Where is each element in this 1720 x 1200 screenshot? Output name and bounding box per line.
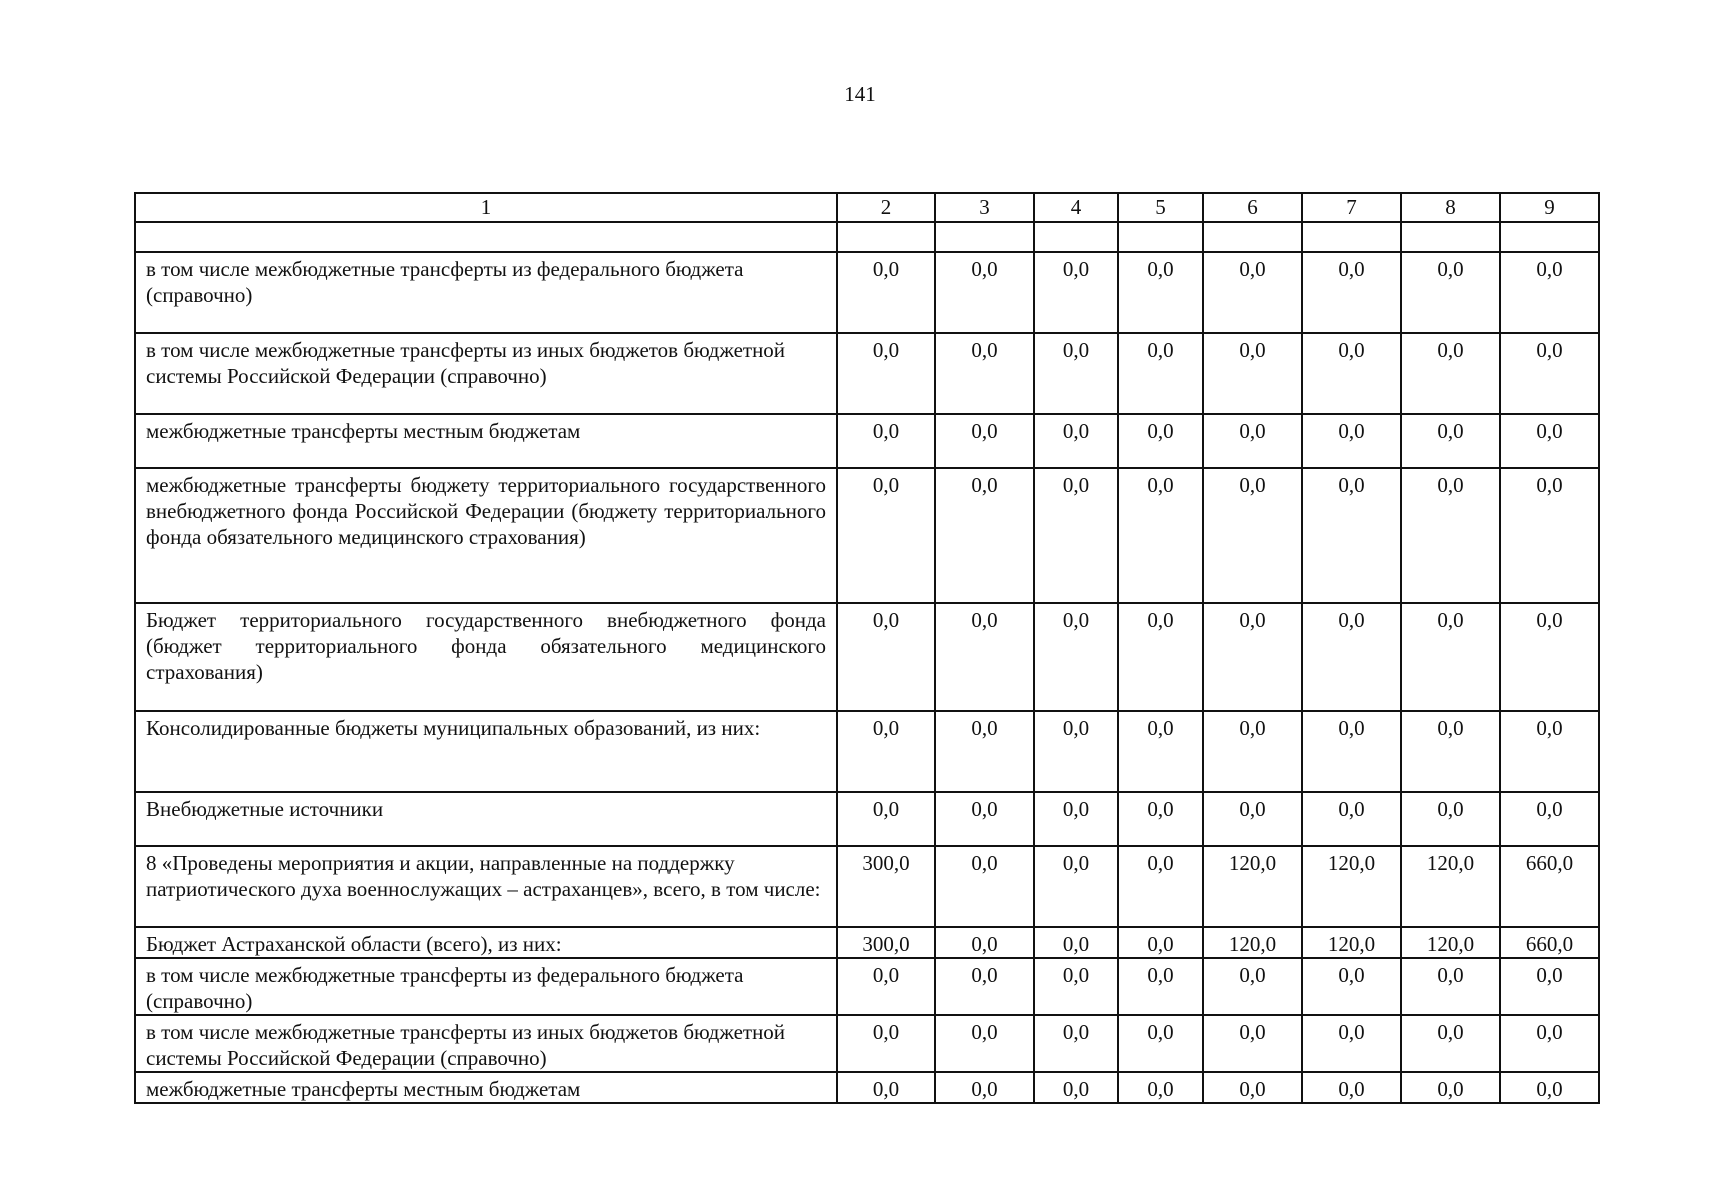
table-row [135, 958, 1599, 1015]
cell-value: 0,0 [1203, 1015, 1302, 1072]
column-header: 9 [1500, 193, 1599, 222]
table-row [135, 1015, 1599, 1072]
cell-value: 0,0 [1401, 468, 1500, 603]
cell-value [1118, 222, 1203, 252]
row-label: в том числе межбюджетные трансферты из федерального бюджета (справочно) [135, 958, 837, 1015]
cell-value: 120,0 [1203, 927, 1302, 958]
cell-value: 0,0 [837, 1072, 935, 1103]
column-header: 2 [837, 193, 935, 222]
table-row [135, 222, 1599, 252]
cell-value: 0,0 [1500, 711, 1599, 792]
page-number: 141 [844, 82, 876, 106]
cell-value: 0,0 [837, 603, 935, 711]
cell-value: 0,0 [1302, 468, 1401, 603]
cell-value: 300,0 [837, 846, 935, 927]
cell-value: 0,0 [1500, 1072, 1599, 1103]
cell-value: 0,0 [935, 252, 1034, 333]
column-header: 1 [135, 193, 837, 222]
cell-value: 0,0 [1034, 333, 1118, 414]
row-label: межбюджетные трансферты местным бюджетам [135, 414, 837, 468]
cell-value: 0,0 [1401, 252, 1500, 333]
cell-value: 0,0 [1118, 252, 1203, 333]
cell-value: 0,0 [837, 252, 935, 333]
cell-value: 120,0 [1302, 846, 1401, 927]
cell-value: 0,0 [1500, 468, 1599, 603]
cell-value: 120,0 [1302, 927, 1401, 958]
cell-value: 0,0 [1401, 333, 1500, 414]
cell-value: 0,0 [1118, 1015, 1203, 1072]
cell-value: 0,0 [1500, 603, 1599, 711]
cell-value: 0,0 [1034, 846, 1118, 927]
table-row [135, 846, 1599, 927]
row-label: Консолидированные бюджеты муниципальных образований, из них: [135, 711, 837, 792]
cell-value: 0,0 [935, 792, 1034, 846]
cell-value: 0,0 [1500, 1015, 1599, 1072]
header-row [135, 193, 1599, 222]
row-label: межбюджетные трансферты местным бюджетам [135, 1072, 837, 1103]
row-label: Бюджет Астраханской области (всего), из них: [135, 927, 837, 958]
column-header: 3 [935, 193, 1034, 222]
cell-value [837, 222, 935, 252]
row-label: Внебюджетные источники [135, 792, 837, 846]
row-label: в том числе межбюджетные трансферты из федерального бюджета (справочно) [135, 252, 837, 333]
cell-value: 0,0 [837, 414, 935, 468]
cell-value: 0,0 [1500, 414, 1599, 468]
cell-value: 0,0 [837, 1015, 935, 1072]
row-label: в том числе межбюджетные трансферты из иных бюджетов бюджетной системы Российской Федерации (справочно) [135, 1015, 837, 1072]
cell-value: 0,0 [1203, 333, 1302, 414]
row-label: 8 «Проведены мероприятия и акции, направленные на поддержку патриотического духа военнослужащих – астраханцев», всего, в том числе: [135, 846, 837, 927]
cell-value: 120,0 [1401, 846, 1500, 927]
cell-value: 0,0 [1034, 792, 1118, 846]
cell-value: 0,0 [1118, 468, 1203, 603]
cell-value: 0,0 [1302, 1015, 1401, 1072]
cell-value: 0,0 [1034, 927, 1118, 958]
table-row [135, 603, 1599, 711]
cell-value: 0,0 [1034, 414, 1118, 468]
cell-value: 0,0 [1118, 414, 1203, 468]
cell-value: 660,0 [1500, 846, 1599, 927]
table-row [135, 333, 1599, 414]
cell-value: 0,0 [1302, 603, 1401, 711]
cell-value: 0,0 [1500, 333, 1599, 414]
cell-value: 0,0 [1203, 1072, 1302, 1103]
table-row [135, 468, 1599, 603]
cell-value: 0,0 [1401, 958, 1500, 1015]
cell-value [1500, 222, 1599, 252]
cell-value: 0,0 [1401, 414, 1500, 468]
cell-value: 0,0 [1118, 603, 1203, 711]
row-label [135, 222, 837, 252]
cell-value: 0,0 [837, 958, 935, 1015]
column-header: 4 [1034, 193, 1118, 222]
cell-value: 0,0 [1401, 1015, 1500, 1072]
column-header: 7 [1302, 193, 1401, 222]
cell-value [1302, 222, 1401, 252]
cell-value: 0,0 [935, 958, 1034, 1015]
cell-value [1203, 222, 1302, 252]
cell-value: 0,0 [1203, 468, 1302, 603]
cell-value: 0,0 [1034, 711, 1118, 792]
column-header: 8 [1401, 193, 1500, 222]
cell-value: 0,0 [1401, 1072, 1500, 1103]
cell-value: 0,0 [1203, 711, 1302, 792]
cell-value: 0,0 [837, 711, 935, 792]
cell-value [935, 222, 1034, 252]
cell-value: 0,0 [1500, 792, 1599, 846]
cell-value: 0,0 [935, 333, 1034, 414]
row-label: в том числе межбюджетные трансферты из иных бюджетов бюджетной системы Российской Федерации (справочно) [135, 333, 837, 414]
cell-value: 300,0 [837, 927, 935, 958]
cell-value: 120,0 [1203, 846, 1302, 927]
budget-table [134, 192, 1600, 1104]
cell-value: 0,0 [1302, 792, 1401, 846]
cell-value: 0,0 [1203, 603, 1302, 711]
cell-value: 0,0 [837, 792, 935, 846]
table-row [135, 792, 1599, 846]
cell-value: 0,0 [1203, 792, 1302, 846]
column-header: 5 [1118, 193, 1203, 222]
cell-value: 0,0 [1500, 958, 1599, 1015]
cell-value: 0,0 [1034, 603, 1118, 711]
cell-value: 0,0 [1203, 414, 1302, 468]
row-label: Бюджет территориального государственного внебюджетного фонда (бюджет территориального фонда обязательного медицинского страхования) [135, 603, 837, 711]
cell-value: 0,0 [1500, 252, 1599, 333]
cell-value: 0,0 [1302, 252, 1401, 333]
cell-value: 0,0 [1034, 1015, 1118, 1072]
cell-value: 0,0 [1302, 711, 1401, 792]
table-row [135, 414, 1599, 468]
cell-value: 0,0 [935, 927, 1034, 958]
cell-value: 0,0 [1118, 846, 1203, 927]
cell-value: 0,0 [1302, 333, 1401, 414]
cell-value: 0,0 [935, 1072, 1034, 1103]
cell-value: 0,0 [1118, 927, 1203, 958]
cell-value: 0,0 [935, 468, 1034, 603]
cell-value: 0,0 [1302, 414, 1401, 468]
cell-value: 0,0 [1401, 792, 1500, 846]
cell-value: 0,0 [837, 333, 935, 414]
cell-value: 0,0 [1203, 252, 1302, 333]
table-row [135, 711, 1599, 792]
cell-value: 0,0 [837, 468, 935, 603]
cell-value: 0,0 [1401, 603, 1500, 711]
cell-value: 0,0 [1118, 333, 1203, 414]
cell-value: 0,0 [1034, 1072, 1118, 1103]
cell-value: 0,0 [1118, 792, 1203, 846]
table-row [135, 927, 1599, 958]
cell-value: 0,0 [935, 603, 1034, 711]
cell-value: 0,0 [1401, 711, 1500, 792]
cell-value: 0,0 [935, 846, 1034, 927]
cell-value: 0,0 [1034, 252, 1118, 333]
cell-value: 660,0 [1500, 927, 1599, 958]
cell-value: 0,0 [1118, 711, 1203, 792]
table-row [135, 1072, 1599, 1103]
cell-value: 0,0 [1118, 1072, 1203, 1103]
cell-value: 0,0 [935, 414, 1034, 468]
cell-value [1034, 222, 1118, 252]
cell-value [1401, 222, 1500, 252]
cell-value: 0,0 [1034, 468, 1118, 603]
cell-value: 0,0 [1034, 958, 1118, 1015]
cell-value: 0,0 [935, 1015, 1034, 1072]
cell-value: 0,0 [1118, 958, 1203, 1015]
cell-value: 120,0 [1401, 927, 1500, 958]
cell-value: 0,0 [1302, 1072, 1401, 1103]
table-row [135, 252, 1599, 333]
cell-value: 0,0 [935, 711, 1034, 792]
cell-value: 0,0 [1302, 958, 1401, 1015]
row-label: межбюджетные трансферты бюджету территориального государственного внебюджетного фонда Российской Федерации (бюджету территориального фонда обязательного медицинского страхования) [135, 468, 837, 603]
cell-value: 0,0 [1203, 958, 1302, 1015]
column-header: 6 [1203, 193, 1302, 222]
